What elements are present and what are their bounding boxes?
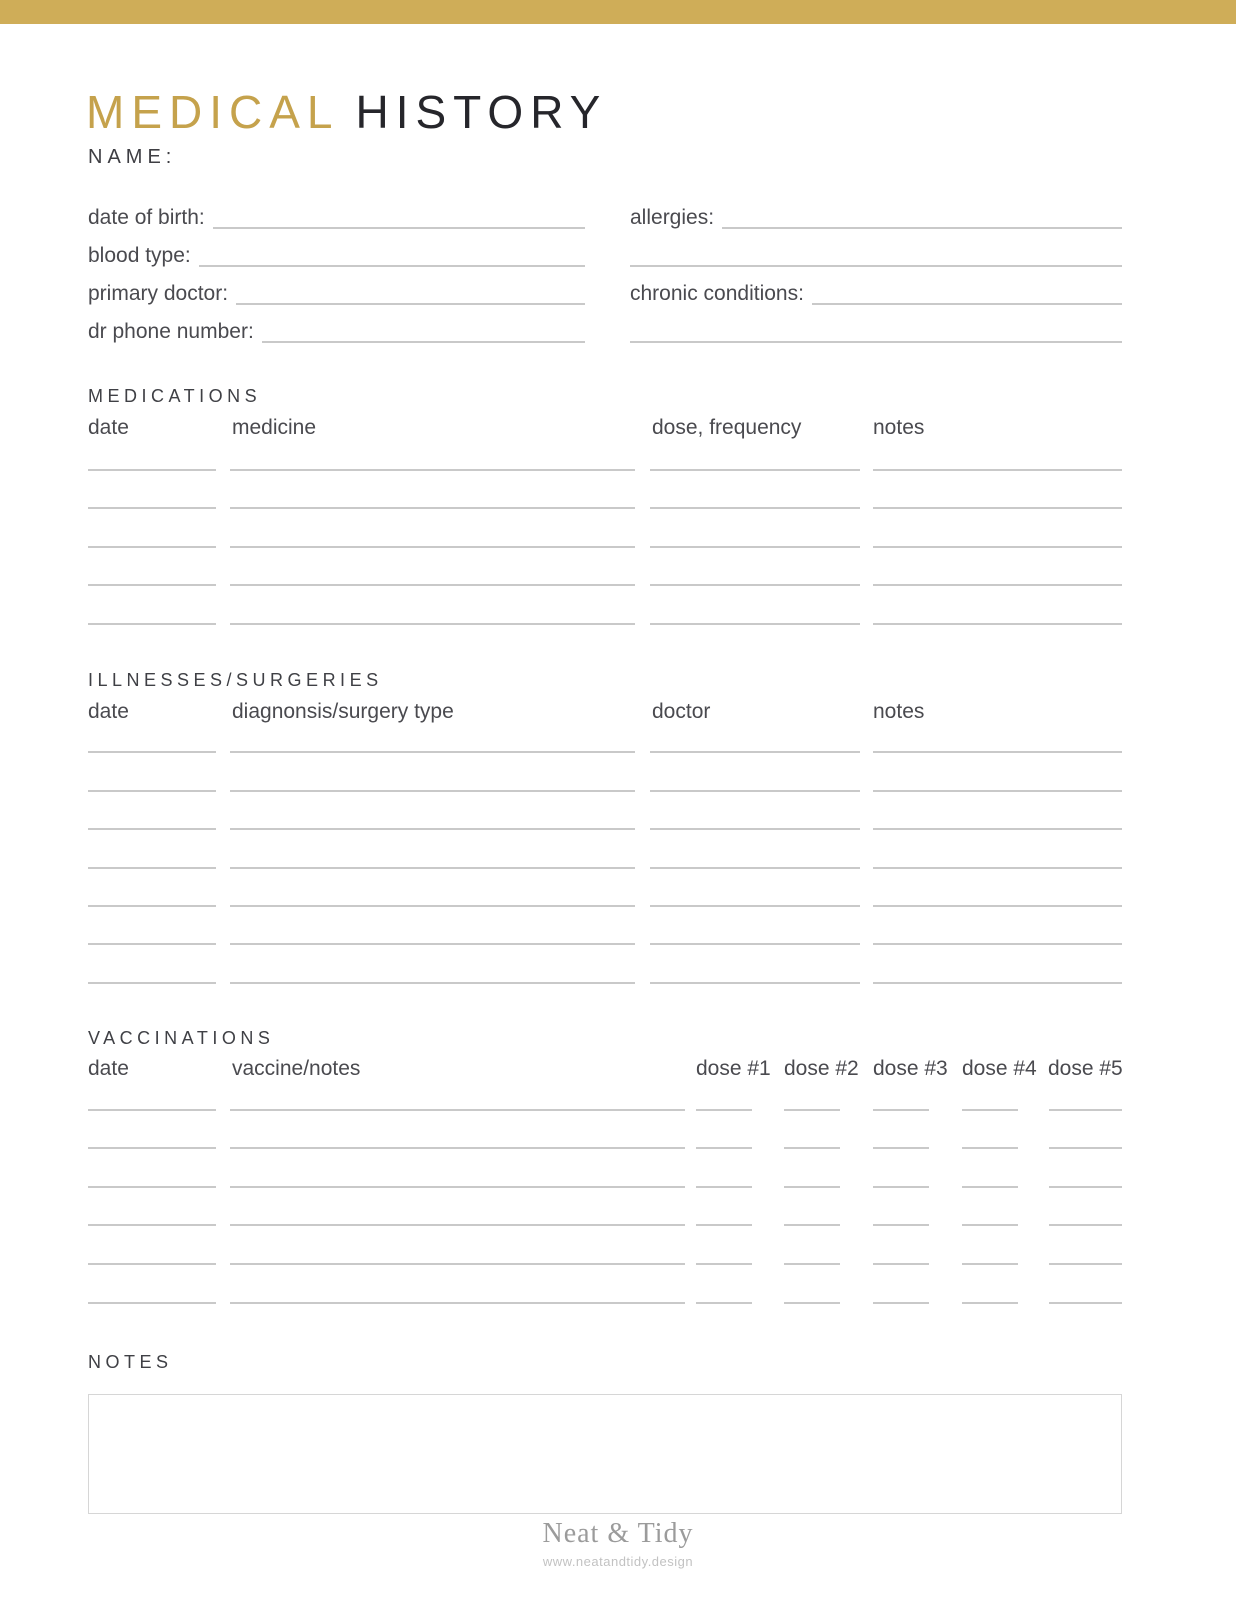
vaccinations-row — [88, 1149, 1122, 1188]
allergies-input-line[interactable] — [722, 193, 1122, 229]
vaccination-dose3-line[interactable] — [873, 1302, 929, 1304]
vaccinations-col-dose4: dose #4 — [962, 1057, 1037, 1080]
illness-diagnosis-line[interactable] — [230, 982, 635, 984]
medications-col-date: date — [88, 416, 129, 439]
illnesses-row — [88, 715, 1122, 753]
illnesses-rows — [88, 715, 1122, 984]
notes-section-title: NOTES — [88, 1352, 173, 1372]
vaccination-dose5-line[interactable] — [1049, 1302, 1122, 1304]
vaccination-dose4-line[interactable] — [962, 1302, 1018, 1304]
allergies-field-continued — [630, 233, 1122, 267]
blood-type-label: blood type: — [88, 243, 191, 267]
illnesses-row — [88, 907, 1122, 945]
chronic-conditions-input-line-2[interactable] — [630, 307, 1122, 343]
chronic-conditions-field — [630, 271, 1122, 305]
illnesses-row — [88, 869, 1122, 907]
vaccinations-col-dose1: dose #1 — [696, 1057, 771, 1080]
vaccinations-col-vaccine: vaccine/notes — [232, 1057, 361, 1080]
vaccination-dose2-line[interactable] — [784, 1302, 840, 1304]
illnesses-col-doctor: doctor — [652, 700, 711, 723]
illnesses-surgeries-section — [88, 670, 1122, 723]
medication-dose-line[interactable] — [650, 623, 860, 625]
vaccinations-col-date: date — [88, 1057, 129, 1080]
primary-doctor-field — [88, 271, 585, 305]
page-title-accent: MEDICAL — [86, 85, 340, 138]
illnesses-col-notes: notes — [873, 700, 925, 723]
dr-phone-label: dr phone number: — [88, 319, 254, 343]
medications-row — [88, 471, 1122, 510]
illnesses-col-diagnosis: diagnonsis/surgery type — [232, 700, 454, 723]
medications-row — [88, 586, 1122, 625]
dob-field — [88, 195, 585, 229]
dr-phone-field — [88, 309, 585, 343]
medication-medicine-line[interactable] — [230, 623, 635, 625]
illnesses-row — [88, 753, 1122, 791]
illnesses-row — [88, 830, 1122, 868]
illness-date-line[interactable] — [88, 982, 216, 984]
page-title — [86, 85, 607, 139]
allergies-label: allergies: — [630, 205, 715, 229]
illness-notes-line[interactable] — [873, 982, 1122, 984]
vaccinations-section — [88, 1028, 1123, 1080]
notes-box[interactable] — [88, 1394, 1122, 1514]
allergies-field — [630, 195, 1122, 229]
blood-type-input-line[interactable] — [199, 231, 585, 267]
vaccinations-row — [88, 1226, 1122, 1265]
vaccinations-col-dose3: dose #3 — [873, 1057, 948, 1080]
vaccinations-section-title: VACCINATIONS — [88, 1028, 275, 1048]
vaccinations-col-dose2: dose #2 — [784, 1057, 859, 1080]
medications-col-dose-frequency: dose, frequency — [652, 416, 802, 439]
vaccination-dose1-line[interactable] — [696, 1302, 752, 1304]
illnesses-col-date: date — [88, 700, 129, 723]
medications-row — [88, 509, 1122, 548]
medication-notes-line[interactable] — [873, 623, 1122, 625]
medications-col-notes: notes — [873, 416, 925, 439]
illnesses-section-title: ILLNESSES/SURGERIES — [88, 670, 383, 690]
illness-doctor-line[interactable] — [650, 982, 860, 984]
allergies-input-line-2[interactable] — [630, 231, 1122, 267]
dob-input-line[interactable] — [213, 193, 585, 229]
dr-phone-input-line[interactable] — [262, 307, 585, 343]
vaccinations-rows — [88, 1072, 1122, 1304]
medication-date-line[interactable] — [88, 623, 216, 625]
vaccinations-row — [88, 1265, 1122, 1304]
medications-section — [88, 386, 1122, 439]
primary-doctor-input-line[interactable] — [236, 269, 585, 305]
name-field-label: NAME: — [88, 146, 177, 168]
vaccination-date-line[interactable] — [88, 1302, 216, 1304]
website-url: www.neatandtidy.design — [542, 1554, 694, 1569]
dob-label: date of birth: — [88, 205, 205, 229]
medications-rows — [88, 432, 1122, 625]
vaccination-vaccine-line[interactable] — [230, 1302, 685, 1304]
primary-doctor-label: primary doctor: — [88, 281, 229, 305]
page-title-rest: HISTORY — [355, 85, 608, 138]
chronic-conditions-field-continued — [630, 309, 1122, 343]
vaccinations-row — [88, 1111, 1122, 1150]
vaccinations-col-dose5: dose #5 — [1048, 1057, 1123, 1080]
chronic-conditions-input-line[interactable] — [812, 269, 1122, 305]
illnesses-row — [88, 792, 1122, 830]
medications-section-title: MEDICATIONS — [88, 386, 262, 406]
medications-row — [88, 548, 1122, 587]
brand-name: Neat & Tidy — [542, 1518, 694, 1549]
medications-row — [88, 432, 1122, 471]
illnesses-row — [88, 945, 1122, 983]
vaccinations-row — [88, 1188, 1122, 1227]
vaccinations-row — [88, 1072, 1122, 1111]
chronic-conditions-label: chronic conditions: — [630, 281, 804, 305]
blood-type-field — [88, 233, 585, 267]
medications-col-medicine: medicine — [232, 416, 317, 439]
top-accent-bar — [0, 0, 1236, 24]
